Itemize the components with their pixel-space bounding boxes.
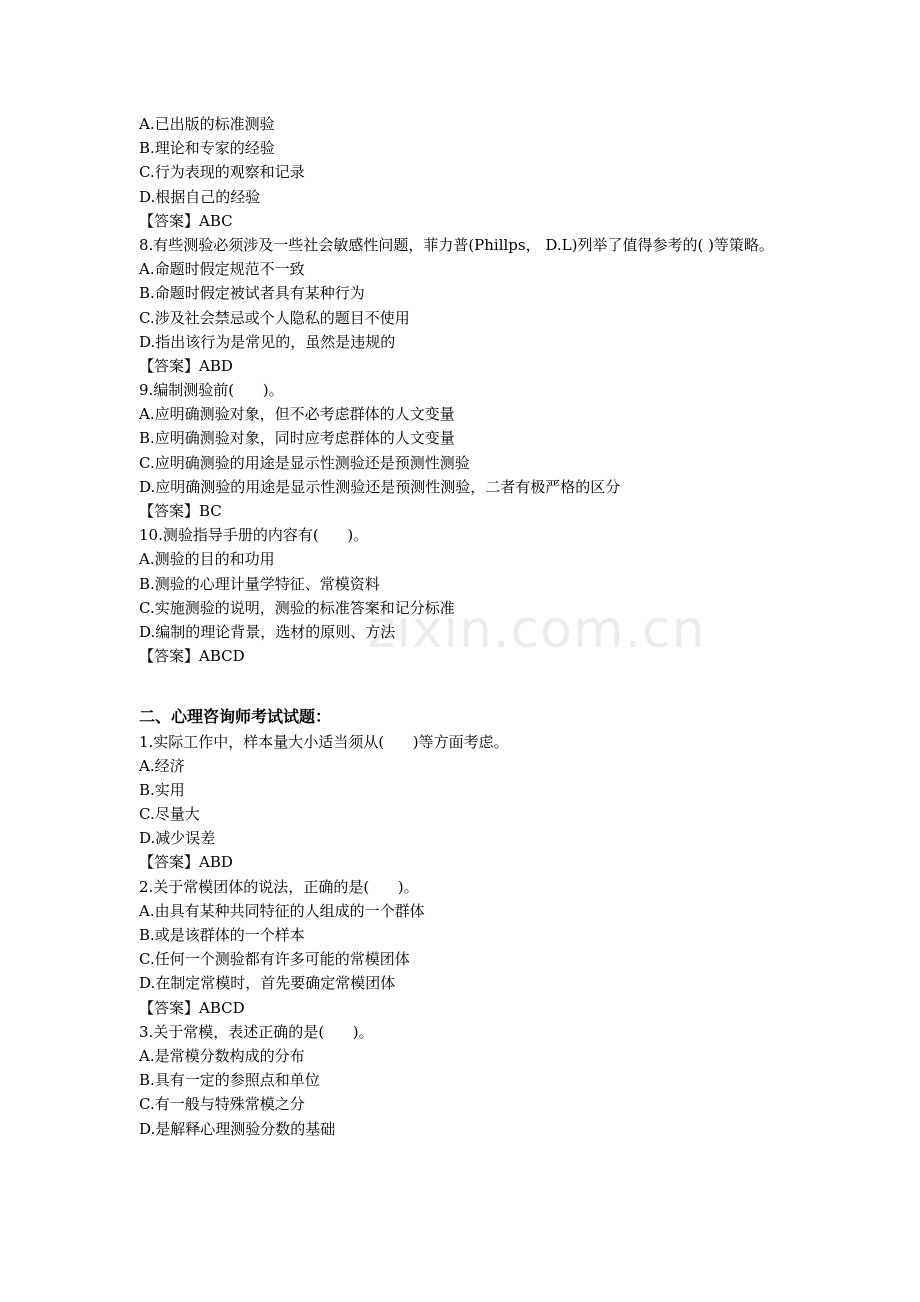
answer: 【答案】ABD [139,853,233,872]
question-block-2 [139,730,799,1141]
option-a: A.已出版的标准测验 [139,115,275,133]
option-a: A.由具有某种共同特征的人组成的一个群体 [139,901,425,920]
option-d: D.在制定常模时，首先要确定常模团体 [139,974,396,993]
option-d: D.应明确测验的用途是显示性测验还是预测性测验，二者有极严格的区分 [139,477,621,496]
answer: 【答案】ABCD [139,647,245,666]
option-d: D.编制的理论背景，选材的原则、方法 [139,622,396,641]
answer: 【答案】ABD [139,356,233,375]
option-b: B.理论和专家的经验 [139,139,275,158]
option-b: B.应明确测验对象，同时应考虑群体的人文变量 [139,429,455,448]
document-body [139,112,799,1141]
option-b: B.或是该群体的一个样本 [139,926,305,945]
option-c: C.有一般与特殊常模之分 [139,1095,305,1114]
question-block-1 [139,112,799,668]
option-c: C.行为表现的观察和记录 [139,163,305,182]
option-d: D.指出该行为是常见的，虽然是违规的 [139,332,396,351]
option-b: B.具有一定的参照点和单位 [139,1071,320,1090]
option-a: A.命题时假定规范不一致 [139,260,305,279]
option-c: C.涉及社会禁忌或个人隐私的题目不使用 [139,308,410,327]
option-a: A.经济 [139,756,185,775]
option-b: B.命题时假定被试者具有某种行为 [139,284,365,303]
option-d: D.是解释心理测验分数的基础 [139,1119,336,1138]
option-c: C.实施测验的说明，测验的标准答案和记分标准 [139,598,455,617]
option-a: A.测验的目的和功用 [139,550,275,569]
option-b: B.测验的心理计量学特征、常模资料 [139,574,380,593]
question-2: 2.关于常模团体的说法，正确的是( )。 [139,877,419,896]
question-9: 9.编制测验前( )。 [139,381,284,400]
answer: 【答案】ABCD [139,998,245,1017]
option-c: C.尽量大 [139,805,200,824]
option-d: D.根据自己的经验 [139,187,261,206]
option-d: D.减少误差 [139,829,216,848]
question-10: 10.测验指导手册的内容有( )。 [139,526,369,545]
question-8: 8.有些测验必须涉及一些社会敏感性问题，菲力普(Phillps， D.L)列举了值得参考的( )等策略。 [139,235,774,254]
question-1: 1.实际工作中，样本量大小适当须从( )等方面考虑。 [139,732,509,751]
option-a: A.是常模分数构成的分布 [139,1046,305,1065]
question-3: 3.关于常模，表述正确的是( )。 [139,1022,374,1041]
option-a: A.应明确测验对象，但不必考虑群体的人文变量 [139,405,455,424]
answer: 【答案】ABC [139,211,233,230]
option-c: C.应明确测验的用途是显示性测验还是预测性测验 [139,453,470,472]
watermark-text: zixin.com.cn [368,600,706,660]
option-c: C.任何一个测验都有许多可能的常模团体 [139,950,410,969]
section-heading: 二、心理咨询师考试试题： [139,707,332,727]
answer: 【答案】BC [139,502,222,521]
option-b: B.实用 [139,780,185,799]
